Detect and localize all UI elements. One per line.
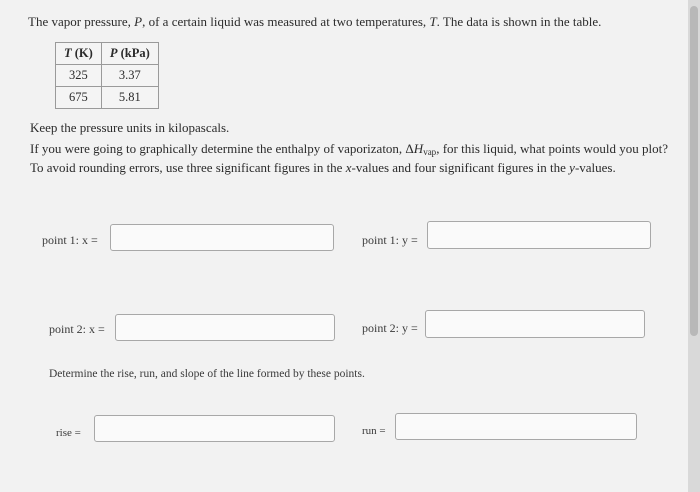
point2-x-label: point 2: x = xyxy=(49,322,105,336)
data-table xyxy=(55,42,159,109)
question-line-1 xyxy=(30,141,668,157)
point2-x-input[interactable] xyxy=(115,314,335,341)
q1-part-1: If you were going to graphically determine the enthalpy of vaporizaton, $\Delta H_{vap}$, for this liquid, what points would you plot? xyxy=(30,141,669,157)
scrollbar-thumb[interactable] xyxy=(690,6,698,336)
cell-pressure: 5.81 xyxy=(101,87,158,109)
point2-y-label: point 2: y = xyxy=(362,321,418,335)
intro-text-1: The vapor pressure, xyxy=(28,14,135,29)
rise-input[interactable] xyxy=(94,415,335,442)
problem-intro xyxy=(28,14,601,30)
point1-x-label: point 1: x = xyxy=(42,233,98,247)
run-input[interactable] xyxy=(395,413,637,440)
point1-x-input[interactable] xyxy=(110,224,334,251)
point2-y-input[interactable] xyxy=(425,310,645,338)
intro-text-2: , of a certain liquid was measured at two temperatures, xyxy=(142,14,430,29)
rise-label: rise = xyxy=(56,427,81,439)
cell-temperature: 675 xyxy=(56,87,102,109)
point1-y-label: point 1: y = xyxy=(362,233,418,247)
table-row xyxy=(56,65,159,87)
cell-pressure: 3.37 xyxy=(101,65,158,87)
rise-run-instruction: Determine the rise, run, and slope of the line formed by these points. xyxy=(49,368,365,380)
units-note: Keep the pressure units in kilopascals. xyxy=(30,120,230,135)
q2-text: To avoid rounding errors, use three significant figures in the x-values and four significant figures in the y-values. xyxy=(30,160,616,175)
vertical-scrollbar[interactable] xyxy=(688,0,700,492)
intro-text-3: . The data is shown in the table. xyxy=(436,14,602,29)
question-line-2 xyxy=(30,160,616,176)
cell-temperature: 325 xyxy=(56,65,102,87)
header-temperature: T (K) xyxy=(56,43,102,65)
var-p: P xyxy=(134,14,143,29)
run-label: run = xyxy=(362,425,386,437)
table-row xyxy=(56,87,159,109)
point1-y-input[interactable] xyxy=(427,221,651,249)
var-t: T xyxy=(429,14,437,29)
table-header-row xyxy=(56,43,159,65)
header-pressure: P (kPa) xyxy=(101,43,158,65)
